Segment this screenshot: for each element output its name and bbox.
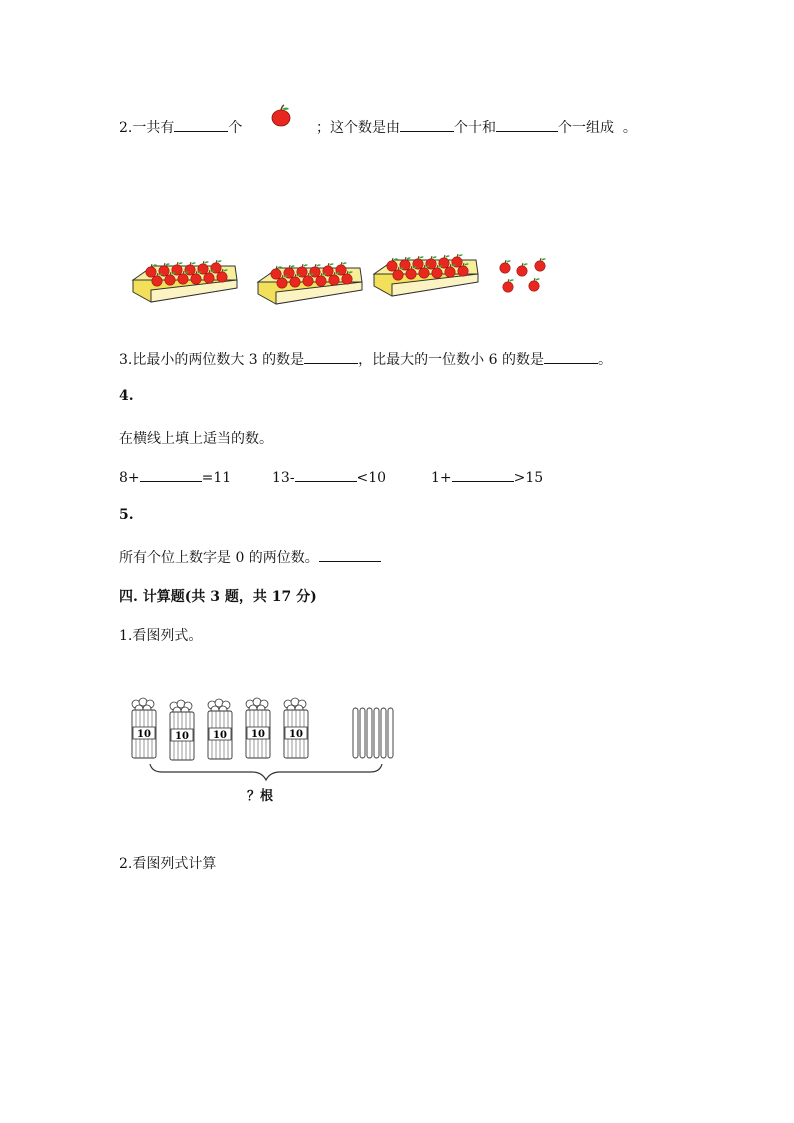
apple-tray-3: [374, 254, 478, 296]
ten-bundle-5: [284, 698, 308, 758]
q4-eq3-blank[interactable]: [452, 467, 514, 482]
q4-eq3-a: 1+: [431, 470, 452, 486]
c1-title: 1.看图列式。: [119, 628, 203, 644]
q4-eq2-blank[interactable]: [295, 467, 357, 482]
small-apple-icon: [270, 104, 292, 128]
brace-label: ？根: [247, 789, 274, 804]
q2-text-b: 个: [228, 120, 243, 136]
q3-blank-1[interactable]: [304, 349, 358, 364]
apple-tray-2: [258, 262, 362, 304]
ten-bundle-1: [132, 698, 156, 758]
q4-eq1-b: =11: [201, 470, 232, 486]
q2-line: [119, 117, 242, 137]
q4-instruction: 在横线上填上适当的数。: [119, 431, 273, 447]
q2-text-d: 个十和: [454, 120, 496, 136]
loose-apples: [500, 258, 546, 292]
q4-equation-3: [431, 467, 543, 486]
bundle-label-2: 10: [175, 731, 189, 742]
ten-bundle-3: [208, 699, 232, 759]
q5-blank[interactable]: [319, 547, 381, 562]
q2-text-f: 。: [622, 120, 637, 136]
ten-bundle-2: [170, 700, 194, 760]
q3-number: 3.: [119, 352, 133, 368]
q3-text-a: 比最小的两位数大 3 的数是: [132, 352, 305, 368]
q4-equation-2: [272, 467, 386, 486]
bundle-label-1: 10: [137, 729, 151, 740]
q2-text-a: 一共有: [132, 120, 175, 136]
q4-eq2-a: 13-: [272, 470, 295, 486]
curly-brace: [150, 764, 382, 780]
c2-title: 2.看图列式计算: [119, 856, 217, 872]
q3-text-b: ，比最大的一位数小 6 的数是: [358, 352, 544, 368]
q2-number: 2.: [119, 120, 133, 136]
section4-title: 四. 计算题(共 3 题，共 17 分): [119, 589, 317, 605]
q4-eq1-blank[interactable]: [140, 467, 202, 482]
q5-text: 所有个位上数字是 0 的两位数。: [119, 550, 319, 566]
bundle-label-3: 10: [213, 730, 227, 741]
q2-blank-3[interactable]: [496, 117, 558, 132]
q5-number: 5.: [119, 507, 134, 523]
q4-eq2-b: <10: [356, 470, 387, 486]
apple-trays-figure: [130, 250, 560, 310]
bundle-label-4: 10: [251, 729, 265, 740]
q2-text-e: 个一组成: [558, 120, 614, 136]
q4-eq1-a: 8+: [119, 470, 140, 486]
q4-equation-1: [119, 467, 231, 486]
q3-line: [119, 349, 612, 369]
q4-number: 4.: [119, 388, 134, 404]
q5-line: [119, 547, 381, 567]
q2-blank-1[interactable]: [174, 117, 228, 132]
ten-bundle-4: [246, 698, 270, 758]
loose-sticks: [353, 708, 393, 758]
q3-blank-2[interactable]: [544, 349, 598, 364]
q2-line-2: [316, 117, 637, 137]
apple-tray-1: [133, 260, 237, 302]
q2-text-c: ；这个数是由: [316, 120, 400, 136]
q4-eq3-b: >15: [513, 470, 544, 486]
bundle-label-5: 10: [289, 729, 303, 740]
q2-blank-2[interactable]: [400, 117, 454, 132]
q3-text-c: 。: [597, 352, 612, 368]
